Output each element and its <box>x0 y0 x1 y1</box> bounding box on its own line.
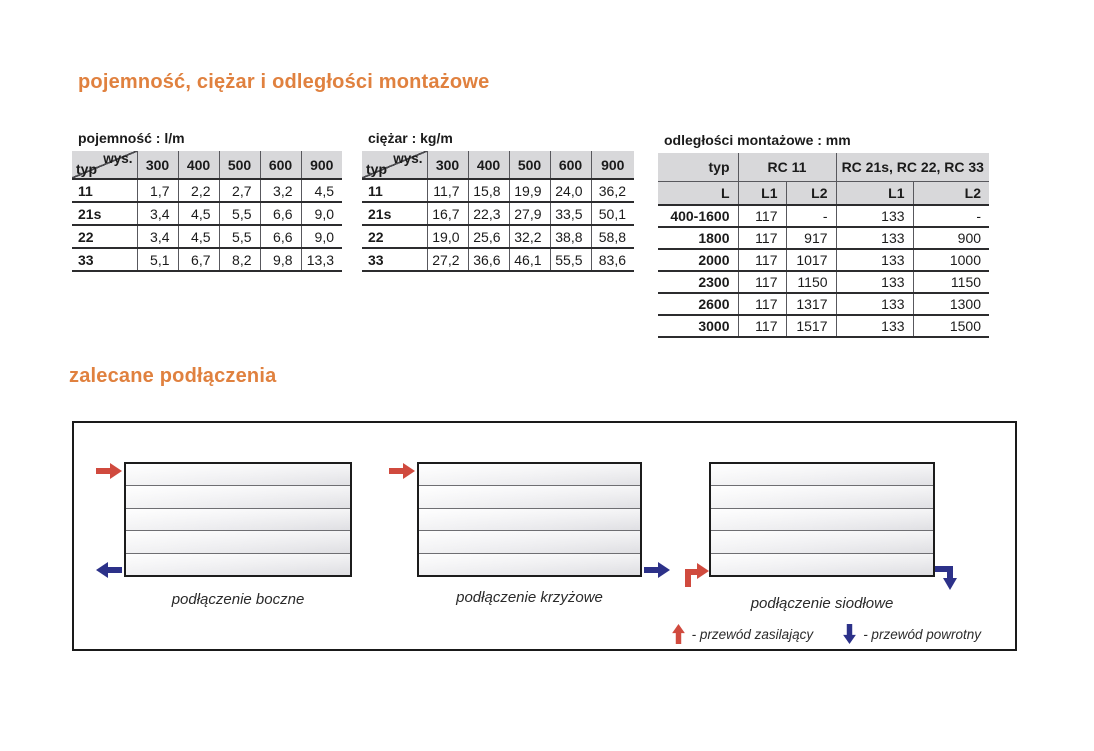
value-cell: 6,7 <box>178 248 219 271</box>
radiator-panel <box>419 554 640 575</box>
row-label: 3000 <box>658 315 738 337</box>
value-cell: 1017 <box>786 249 836 271</box>
row-label: 2600 <box>658 293 738 315</box>
row-label: 33 <box>72 248 137 271</box>
row-label: 22 <box>72 225 137 248</box>
value-cell: 16,7 <box>427 202 468 225</box>
value-cell: 32,2 <box>509 225 550 248</box>
diagram-label: podłączenie siodłowe <box>750 595 894 612</box>
value-cell: 900 <box>913 227 989 249</box>
value-cell: 33,5 <box>550 202 591 225</box>
weight-table-label: ciężar : kg/m <box>368 130 453 146</box>
value-cell: 6,6 <box>260 225 301 248</box>
table-row <box>658 227 989 249</box>
value-cell: 3,4 <box>137 225 178 248</box>
table-row <box>658 249 989 271</box>
value-cell: 133 <box>836 249 913 271</box>
corner-header-cell <box>72 151 137 179</box>
radiator-panel <box>711 531 933 553</box>
radiator-panel <box>126 509 350 531</box>
value-cell: 1150 <box>786 271 836 293</box>
table-row <box>72 248 342 271</box>
table-row <box>362 225 634 248</box>
value-cell: 83,6 <box>591 248 634 271</box>
value-cell: 46,1 <box>509 248 550 271</box>
value-cell: 133 <box>836 293 913 315</box>
row-label: 21s <box>72 202 137 225</box>
table-row <box>362 202 634 225</box>
table-row <box>658 293 989 315</box>
radiator-panel <box>711 464 933 486</box>
row-label: 2000 <box>658 249 738 271</box>
table-row <box>658 205 989 227</box>
value-cell: 1317 <box>786 293 836 315</box>
corner-label-wys: wys. <box>393 151 423 166</box>
legend-item-supply <box>672 624 814 644</box>
radiator-panel <box>711 554 933 575</box>
row-label: 1800 <box>658 227 738 249</box>
col-header: 300 <box>427 151 468 179</box>
return-arrow-left-icon <box>96 562 122 578</box>
value-cell: 27,2 <box>427 248 468 271</box>
corner-label-typ: typ <box>76 161 97 177</box>
corner-header-cell <box>362 151 427 179</box>
connections-panel <box>72 421 1017 651</box>
value-cell: 1300 <box>913 293 989 315</box>
radiator-panel <box>126 554 350 575</box>
value-cell: 5,5 <box>219 225 260 248</box>
col-header: 400 <box>178 151 219 179</box>
col-header: 500 <box>219 151 260 179</box>
value-cell: 1517 <box>786 315 836 337</box>
value-cell: 1,7 <box>137 179 178 202</box>
table-row <box>72 225 342 248</box>
value-cell: 55,5 <box>550 248 591 271</box>
table-row <box>72 202 342 225</box>
value-cell: 9,0 <box>301 202 342 225</box>
value-cell: 4,5 <box>178 225 219 248</box>
value-cell: 117 <box>738 249 786 271</box>
radiator-panel <box>711 509 933 531</box>
value-cell: 117 <box>738 271 786 293</box>
corner-label-typ: typ <box>366 161 387 177</box>
table-row <box>362 179 634 202</box>
sub-header: L2 <box>786 181 836 205</box>
capacity-table-block <box>72 130 342 272</box>
value-cell: 24,0 <box>550 179 591 202</box>
sub-header: L1 <box>738 181 786 205</box>
row-label: 22 <box>362 225 427 248</box>
value-cell: 19,9 <box>509 179 550 202</box>
value-cell: 2,7 <box>219 179 260 202</box>
value-cell: - <box>786 205 836 227</box>
col-header: 900 <box>301 151 342 179</box>
value-cell: 50,1 <box>591 202 634 225</box>
value-cell: 11,7 <box>427 179 468 202</box>
radiator-panel <box>419 531 640 553</box>
group-header: RC 21s, RC 22, RC 33 <box>836 153 989 181</box>
distances-table-label: odległości montażowe : mm <box>664 132 851 148</box>
value-cell: 4,5 <box>178 202 219 225</box>
radiator-diagram-krzyzowe <box>417 462 642 577</box>
supply-arrow-right-icon <box>96 463 122 479</box>
diagram-label: podłączenie krzyżowe <box>456 589 603 606</box>
radiator-panel <box>126 486 350 508</box>
table-row <box>658 271 989 293</box>
corner-label-wys: wys. <box>103 151 133 166</box>
sub-header: L1 <box>836 181 913 205</box>
value-cell: 5,1 <box>137 248 178 271</box>
diagram-label: podłączenie boczne <box>171 591 305 608</box>
value-cell: 58,8 <box>591 225 634 248</box>
return-arrow-right-icon <box>644 562 670 578</box>
value-cell: 133 <box>836 315 913 337</box>
value-cell: 9,0 <box>301 225 342 248</box>
value-cell: 117 <box>738 315 786 337</box>
value-cell: 3,4 <box>137 202 178 225</box>
supply-elbow-arrow-icon <box>683 559 709 587</box>
value-cell: 6,6 <box>260 202 301 225</box>
value-cell: 1500 <box>913 315 989 337</box>
value-cell: 15,8 <box>468 179 509 202</box>
weight-table-block <box>362 130 634 272</box>
value-cell: 36,2 <box>591 179 634 202</box>
group-header: RC 11 <box>738 153 836 181</box>
row-label: 400-1600 <box>658 205 738 227</box>
value-cell: 133 <box>836 227 913 249</box>
table-row <box>72 179 342 202</box>
radiator-panel <box>126 464 350 486</box>
value-cell: 36,6 <box>468 248 509 271</box>
value-cell: 117 <box>738 227 786 249</box>
col-header: 600 <box>550 151 591 179</box>
sub-header: L <box>658 181 738 205</box>
section-title-connections: zalecane podłączenia <box>69 365 277 387</box>
radiator-panel <box>419 509 640 531</box>
value-cell: 5,5 <box>219 202 260 225</box>
value-cell: 4,5 <box>301 179 342 202</box>
table-row <box>658 315 989 337</box>
radiator-panel <box>126 531 350 553</box>
distances-table-block <box>658 132 989 338</box>
value-cell: 1150 <box>913 271 989 293</box>
radiator-diagram-siodlowe <box>709 462 935 577</box>
value-cell: 13,3 <box>301 248 342 271</box>
radiator-panel <box>711 486 933 508</box>
radiator-panel <box>419 486 640 508</box>
page-title: pojemność, ciężar i odległości montażowe <box>78 71 490 93</box>
value-cell: 917 <box>786 227 836 249</box>
value-cell: 2,2 <box>178 179 219 202</box>
col-header: 300 <box>137 151 178 179</box>
value-cell: 19,0 <box>427 225 468 248</box>
value-cell: 117 <box>738 205 786 227</box>
return-down-arrow-icon <box>843 624 856 644</box>
col-header: 500 <box>509 151 550 179</box>
legend-supply-label: - przewód zasilający <box>691 626 814 642</box>
capacity-table <box>72 151 342 272</box>
value-cell: 3,2 <box>260 179 301 202</box>
value-cell: 1000 <box>913 249 989 271</box>
group-header: typ <box>658 153 738 181</box>
capacity-table-label: pojemność : l/m <box>78 130 185 146</box>
value-cell: - <box>913 205 989 227</box>
row-label: 33 <box>362 248 427 271</box>
col-header: 600 <box>260 151 301 179</box>
row-label: 21s <box>362 202 427 225</box>
distances-table <box>658 153 989 338</box>
value-cell: 8,2 <box>219 248 260 271</box>
legend-item-return <box>843 624 981 644</box>
sub-header: L2 <box>913 181 989 205</box>
return-elbow-arrow-icon <box>935 564 963 590</box>
legend <box>672 624 981 644</box>
value-cell: 27,9 <box>509 202 550 225</box>
supply-arrow-right-icon <box>389 463 415 479</box>
legend-return-label: - przewód powrotny <box>863 626 981 642</box>
col-header: 400 <box>468 151 509 179</box>
radiator-diagram-boczne <box>124 462 352 577</box>
table-row <box>362 248 634 271</box>
row-label: 11 <box>72 179 137 202</box>
row-label: 2300 <box>658 271 738 293</box>
radiator-panel <box>419 464 640 486</box>
row-label: 11 <box>362 179 427 202</box>
weight-table <box>362 151 634 272</box>
value-cell: 133 <box>836 205 913 227</box>
value-cell: 117 <box>738 293 786 315</box>
value-cell: 25,6 <box>468 225 509 248</box>
value-cell: 133 <box>836 271 913 293</box>
value-cell: 9,8 <box>260 248 301 271</box>
col-header: 900 <box>591 151 634 179</box>
value-cell: 22,3 <box>468 202 509 225</box>
supply-up-arrow-icon <box>672 624 685 644</box>
value-cell: 38,8 <box>550 225 591 248</box>
